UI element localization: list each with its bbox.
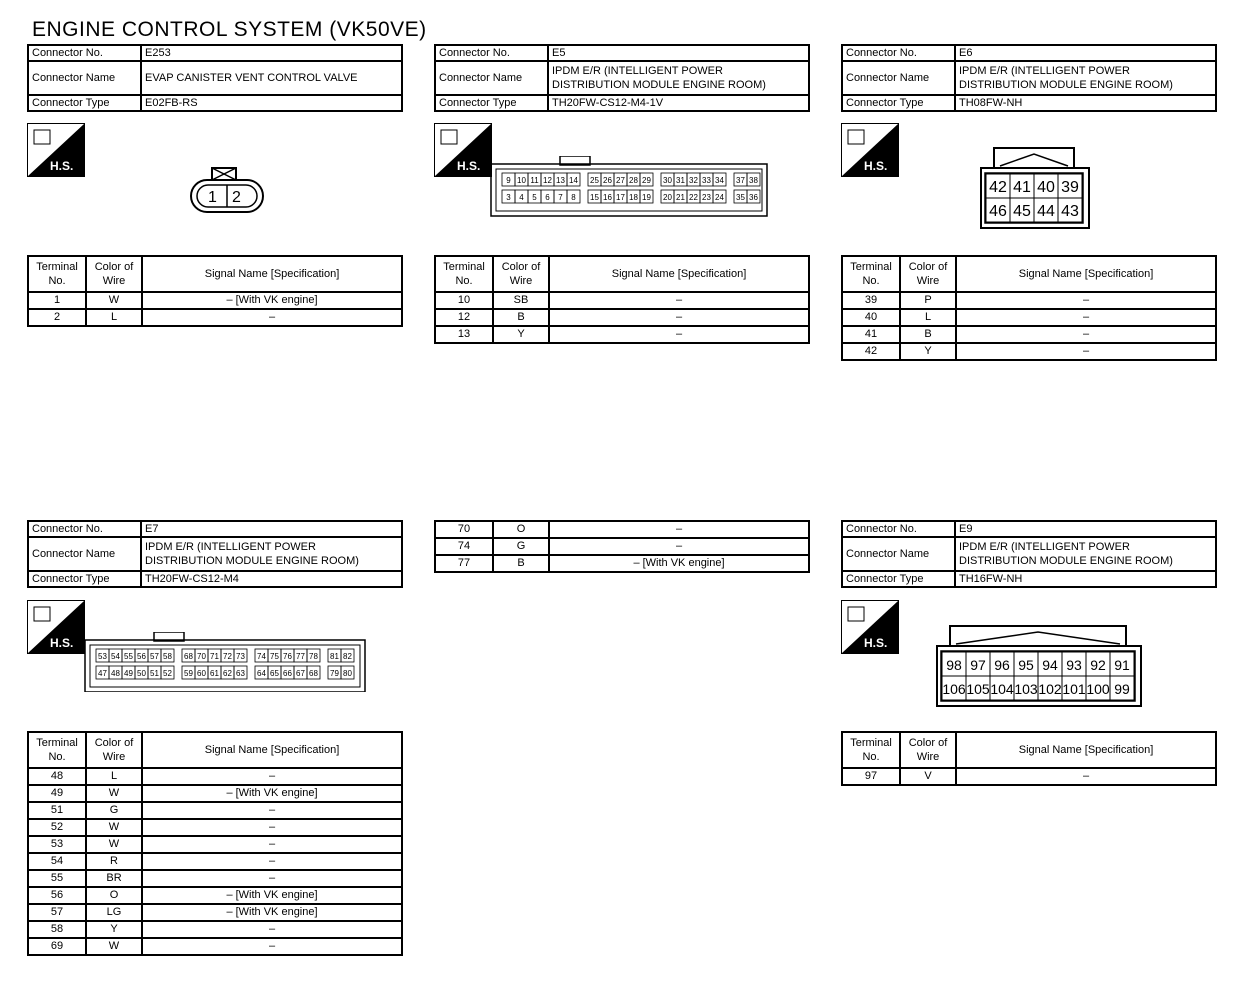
name-line-2: DISTRIBUTION MODULE ENGINE ROOM)	[959, 79, 1173, 91]
pin-label: 46	[989, 203, 1007, 220]
pin-label: 33	[702, 176, 711, 185]
col-terminal: Terminal No.	[842, 256, 900, 292]
hs-label: H.S.	[457, 159, 481, 173]
harness-side-icon	[841, 123, 899, 177]
color-cell: L	[900, 309, 956, 326]
connector-hood	[994, 148, 1074, 169]
pin-label: 66	[283, 669, 292, 678]
name-line-1: IPDM E/R (INTELLIGENT POWER	[959, 65, 1130, 77]
pin-1: 1	[208, 189, 217, 206]
pin-label: 82	[343, 652, 352, 661]
pin-label: 68	[184, 652, 193, 661]
pin-label: 8	[571, 193, 576, 202]
color-cell: W	[86, 785, 142, 802]
pin-label: 59	[184, 669, 193, 678]
pin-label: 13	[556, 176, 565, 185]
connector-no-value: E7	[141, 521, 402, 537]
signal-cell: –	[549, 538, 809, 555]
connector-face-e9	[936, 624, 1142, 715]
connector-no-value: E5	[548, 45, 809, 61]
pin-label: 99	[1114, 681, 1130, 697]
terminal-cell: 48	[28, 768, 86, 785]
pin-label: 6	[545, 193, 550, 202]
pin-label: 49	[124, 669, 133, 678]
terminal-cell: 74	[435, 538, 493, 555]
pin-label: 18	[629, 193, 638, 202]
pin-label: 78	[309, 652, 318, 661]
label-connector-name: Connector Name	[842, 61, 955, 95]
harness-side-icon	[27, 123, 85, 177]
label-connector-no: Connector No.	[842, 45, 955, 61]
col-signal: Signal Name [Specification]	[142, 732, 402, 768]
pin-label: 62	[223, 669, 232, 678]
terminal-cell: 51	[28, 802, 86, 819]
pin-label: 47	[98, 669, 107, 678]
terminal-cell: 10	[435, 292, 493, 309]
harness-side-icon	[27, 600, 85, 654]
name-line-1: IPDM E/R (INTELLIGENT POWER	[145, 541, 316, 553]
col-color: Color of Wire	[86, 256, 142, 292]
pin-label: 43	[1061, 203, 1079, 220]
name-line-2: DISTRIBUTION MODULE ENGINE ROOM)	[959, 555, 1173, 567]
signal-cell: –	[956, 326, 1216, 343]
signal-cell: –	[549, 309, 809, 326]
label-connector-name: Connector Name	[28, 537, 141, 571]
pin-label: 42	[989, 179, 1007, 196]
terminal-cell: 70	[435, 521, 493, 538]
signal-cell: –	[956, 292, 1216, 309]
pin-label: 14	[569, 176, 578, 185]
color-cell: W	[86, 836, 142, 853]
signal-cell: –	[956, 309, 1216, 326]
pin-label: 5	[532, 193, 537, 202]
color-cell: P	[900, 292, 956, 309]
connector-no-value: E9	[955, 521, 1216, 537]
pin-label: 20	[663, 193, 672, 202]
signal-cell: – [With VK engine]	[549, 555, 809, 572]
pin-label: 48	[111, 669, 120, 678]
connector-key	[956, 632, 1120, 644]
hs-label: H.S.	[50, 636, 74, 650]
name-line-2: DISTRIBUTION MODULE ENGINE ROOM)	[552, 79, 766, 91]
pin-label: 55	[124, 652, 133, 661]
table-row	[842, 292, 1216, 309]
connector-header-e9	[841, 520, 1217, 588]
color-cell: B	[493, 309, 549, 326]
pin-label: 98	[946, 657, 962, 673]
pin-label: 96	[994, 657, 1010, 673]
table-row	[435, 292, 809, 309]
table-row	[28, 768, 402, 785]
table-row	[28, 819, 402, 836]
pin-label: 41	[1013, 179, 1031, 196]
terminal-table-e253	[27, 255, 403, 327]
pin-label: 29	[642, 176, 651, 185]
connector-name-value	[955, 537, 1216, 571]
pin-label: 61	[210, 669, 219, 678]
pin-label: 19	[642, 193, 651, 202]
table-row	[842, 768, 1216, 785]
connector-type-value: TH16FW-NH	[955, 571, 1216, 587]
pin-label: 94	[1042, 657, 1058, 673]
color-cell: B	[493, 555, 549, 572]
pin-label: 34	[715, 176, 724, 185]
connector-type-value: TH08FW-NH	[955, 95, 1216, 111]
pin-label: 15	[590, 193, 599, 202]
pin-label: 93	[1066, 657, 1082, 673]
signal-cell: – [With VK engine]	[142, 292, 402, 309]
pin-label: 77	[296, 652, 305, 661]
pin-label: 36	[749, 193, 758, 202]
connector-face-e253	[190, 166, 266, 219]
table-row	[435, 309, 809, 326]
pin-label: 50	[137, 669, 146, 678]
pin-label: 105	[966, 681, 990, 697]
pin-label: 40	[1037, 179, 1055, 196]
pin-label: 75	[270, 652, 279, 661]
col-signal: Signal Name [Specification]	[142, 256, 402, 292]
label-connector-name: Connector Name	[28, 61, 141, 95]
pin-label: 10	[517, 176, 526, 185]
page-title: ENGINE CONTROL SYSTEM (VK50VE)	[32, 18, 427, 41]
pin-label: 81	[330, 652, 339, 661]
name-line-2: DISTRIBUTION MODULE ENGINE ROOM)	[145, 555, 359, 567]
table-row	[435, 326, 809, 343]
terminal-cell: 58	[28, 921, 86, 938]
pin-label: 56	[137, 652, 146, 661]
pin-label: 7	[558, 193, 563, 202]
connector-name-value	[955, 61, 1216, 95]
pin-label: 53	[98, 652, 107, 661]
pin-label: 101	[1062, 681, 1086, 697]
pin-label: 11	[530, 176, 539, 185]
connector-key	[1000, 154, 1068, 166]
pin-label: 22	[689, 193, 698, 202]
label-connector-name: Connector Name	[842, 537, 955, 571]
pin-label: 102	[1038, 681, 1062, 697]
table-row	[28, 785, 402, 802]
pin-label: 76	[283, 652, 292, 661]
terminal-table-e7-continued	[434, 520, 810, 573]
label-connector-type: Connector Type	[435, 95, 548, 111]
pin-label: 68	[309, 669, 318, 678]
terminal-cell: 40	[842, 309, 900, 326]
color-cell: W	[86, 938, 142, 955]
signal-cell: –	[142, 802, 402, 819]
col-terminal: Terminal No.	[435, 256, 493, 292]
pin-label: 21	[676, 193, 685, 202]
color-cell: G	[493, 538, 549, 555]
pin-label: 37	[736, 176, 745, 185]
terminal-table-e5	[434, 255, 810, 344]
color-cell: SB	[493, 292, 549, 309]
col-color: Color of Wire	[900, 256, 956, 292]
pin-label: 38	[749, 176, 758, 185]
signal-cell: –	[549, 292, 809, 309]
pin-label: 16	[603, 193, 612, 202]
terminal-cell: 41	[842, 326, 900, 343]
terminal-cell: 2	[28, 309, 86, 326]
label-connector-no: Connector No.	[435, 45, 548, 61]
connector-header-e5	[434, 44, 810, 112]
pin-label: 100	[1086, 681, 1110, 697]
hs-label: H.S.	[864, 636, 888, 650]
terminal-cell: 39	[842, 292, 900, 309]
color-cell: LG	[86, 904, 142, 921]
name-line-1: IPDM E/R (INTELLIGENT POWER	[959, 541, 1130, 553]
terminal-cell: 54	[28, 853, 86, 870]
signal-cell: –	[142, 870, 402, 887]
table-row	[28, 887, 402, 904]
pin-label: 30	[663, 176, 672, 185]
color-cell: W	[86, 819, 142, 836]
pin-label: 57	[150, 652, 159, 661]
pin-label: 58	[163, 652, 172, 661]
signal-cell: –	[142, 938, 402, 955]
name-line-1: IPDM E/R (INTELLIGENT POWER	[552, 65, 723, 77]
pin-label: 104	[990, 681, 1014, 697]
pin-label: 23	[702, 193, 711, 202]
pin-label: 3	[506, 193, 511, 202]
connector-name-value	[548, 61, 809, 95]
pin-label: 92	[1090, 657, 1106, 673]
pin-label: 51	[150, 669, 159, 678]
connector-no-value: E6	[955, 45, 1216, 61]
pin-label: 95	[1018, 657, 1034, 673]
color-cell: O	[493, 521, 549, 538]
connector-face-e6	[980, 146, 1096, 237]
signal-cell: –	[956, 343, 1216, 360]
label-connector-type: Connector Type	[28, 95, 141, 111]
signal-cell: –	[142, 819, 402, 836]
table-row	[28, 853, 402, 870]
pin-label: 32	[689, 176, 698, 185]
signal-cell: –	[142, 768, 402, 785]
color-cell: L	[86, 309, 142, 326]
terminal-cell: 97	[842, 768, 900, 785]
connector-name-value: EVAP CANISTER VENT CONTROL VALVE	[141, 61, 402, 95]
signal-cell: – [With VK engine]	[142, 904, 402, 921]
connector-header-e253	[27, 44, 403, 112]
signal-cell: –	[549, 326, 809, 343]
connector-name-value	[141, 537, 402, 571]
pin-label: 35	[736, 193, 745, 202]
table-row	[28, 870, 402, 887]
table-row	[842, 309, 1216, 326]
table-row	[28, 802, 402, 819]
table-row	[28, 309, 402, 326]
connector-face-e7	[84, 632, 368, 697]
pin-label: 9	[506, 176, 511, 185]
terminal-cell: 49	[28, 785, 86, 802]
table-row	[435, 555, 809, 572]
table-row	[435, 538, 809, 555]
connector-no-value: E253	[141, 45, 402, 61]
pin-label: 45	[1013, 203, 1031, 220]
terminal-cell: 56	[28, 887, 86, 904]
color-cell: W	[86, 292, 142, 309]
terminal-cell: 53	[28, 836, 86, 853]
table-row	[435, 521, 809, 538]
pin-label: 106	[942, 681, 966, 697]
color-cell: L	[86, 768, 142, 785]
harness-side-icon	[434, 123, 492, 177]
harness-side-icon	[841, 600, 899, 654]
label-connector-no: Connector No.	[28, 521, 141, 537]
col-terminal: Terminal No.	[28, 256, 86, 292]
pin-label: 63	[236, 669, 245, 678]
signal-cell: –	[142, 836, 402, 853]
pin-label: 91	[1114, 657, 1130, 673]
color-cell: Y	[493, 326, 549, 343]
signal-cell: –	[142, 309, 402, 326]
col-terminal: Terminal No.	[28, 732, 86, 768]
label-connector-type: Connector Type	[28, 571, 141, 587]
connector-header-e7	[27, 520, 403, 588]
signal-cell: – [With VK engine]	[142, 887, 402, 904]
pin-label: 97	[970, 657, 986, 673]
pin-label: 44	[1037, 203, 1055, 220]
signal-cell: –	[142, 921, 402, 938]
hs-label: H.S.	[50, 159, 74, 173]
col-signal: Signal Name [Specification]	[956, 732, 1216, 768]
terminal-table-e9	[841, 731, 1217, 786]
pin-label: 60	[197, 669, 206, 678]
signal-cell: –	[549, 521, 809, 538]
terminal-cell: 69	[28, 938, 86, 955]
connector-face-e5	[490, 156, 770, 227]
pin-label: 31	[676, 176, 685, 185]
color-cell: Y	[900, 343, 956, 360]
connector-type-value: TH20FW-CS12-M4-1V	[548, 95, 809, 111]
terminal-table-e6	[841, 255, 1217, 361]
col-signal: Signal Name [Specification]	[956, 256, 1216, 292]
color-cell: O	[86, 887, 142, 904]
terminal-cell: 13	[435, 326, 493, 343]
connector-type-value: E02FB-RS	[141, 95, 402, 111]
pin-label: 80	[343, 669, 352, 678]
pin-label: 79	[330, 669, 339, 678]
table-row	[842, 326, 1216, 343]
signal-cell: – [With VK engine]	[142, 785, 402, 802]
terminal-cell: 55	[28, 870, 86, 887]
pin-label: 28	[629, 176, 638, 185]
col-color: Color of Wire	[86, 732, 142, 768]
pin-label: 73	[236, 652, 245, 661]
pin-label: 17	[616, 193, 625, 202]
pin-label: 64	[257, 669, 266, 678]
pin-label: 72	[223, 652, 232, 661]
terminal-cell: 42	[842, 343, 900, 360]
terminal-cell: 77	[435, 555, 493, 572]
pin-label: 12	[543, 176, 552, 185]
signal-cell: –	[142, 853, 402, 870]
connector-hood	[950, 626, 1126, 647]
pin-label: 26	[603, 176, 612, 185]
color-cell: B	[900, 326, 956, 343]
label-connector-no: Connector No.	[842, 521, 955, 537]
pin-label: 25	[590, 176, 599, 185]
color-cell: Y	[86, 921, 142, 938]
pin-label: 4	[519, 193, 524, 202]
table-row	[28, 836, 402, 853]
table-row	[28, 904, 402, 921]
signal-cell: –	[956, 768, 1216, 785]
table-row	[28, 921, 402, 938]
terminal-table-e7	[27, 731, 403, 956]
connector-header-e6	[841, 44, 1217, 112]
terminal-cell: 12	[435, 309, 493, 326]
connector-type-value: TH20FW-CS12-M4	[141, 571, 402, 587]
pin-label: 24	[715, 193, 724, 202]
terminal-cell: 57	[28, 904, 86, 921]
pin-label: 27	[616, 176, 625, 185]
color-cell: V	[900, 768, 956, 785]
table-row	[842, 343, 1216, 360]
label-connector-no: Connector No.	[28, 45, 141, 61]
terminal-cell: 52	[28, 819, 86, 836]
pin-label: 39	[1061, 179, 1079, 196]
terminal-cell: 1	[28, 292, 86, 309]
table-row	[28, 292, 402, 309]
col-color: Color of Wire	[493, 256, 549, 292]
col-terminal: Terminal No.	[842, 732, 900, 768]
pin-label: 71	[210, 652, 219, 661]
pin-2: 2	[232, 189, 241, 206]
col-signal: Signal Name [Specification]	[549, 256, 809, 292]
pin-label: 74	[257, 652, 266, 661]
pin-label: 65	[270, 669, 279, 678]
label-connector-name: Connector Name	[435, 61, 548, 95]
color-cell: G	[86, 802, 142, 819]
pin-label: 70	[197, 652, 206, 661]
color-cell: R	[86, 853, 142, 870]
col-color: Color of Wire	[900, 732, 956, 768]
pin-label: 67	[296, 669, 305, 678]
pin-label: 103	[1014, 681, 1038, 697]
label-connector-type: Connector Type	[842, 95, 955, 111]
pin-label: 54	[111, 652, 120, 661]
color-cell: BR	[86, 870, 142, 887]
table-row	[28, 938, 402, 955]
pin-label: 52	[163, 669, 172, 678]
label-connector-type: Connector Type	[842, 571, 955, 587]
hs-label: H.S.	[864, 159, 888, 173]
